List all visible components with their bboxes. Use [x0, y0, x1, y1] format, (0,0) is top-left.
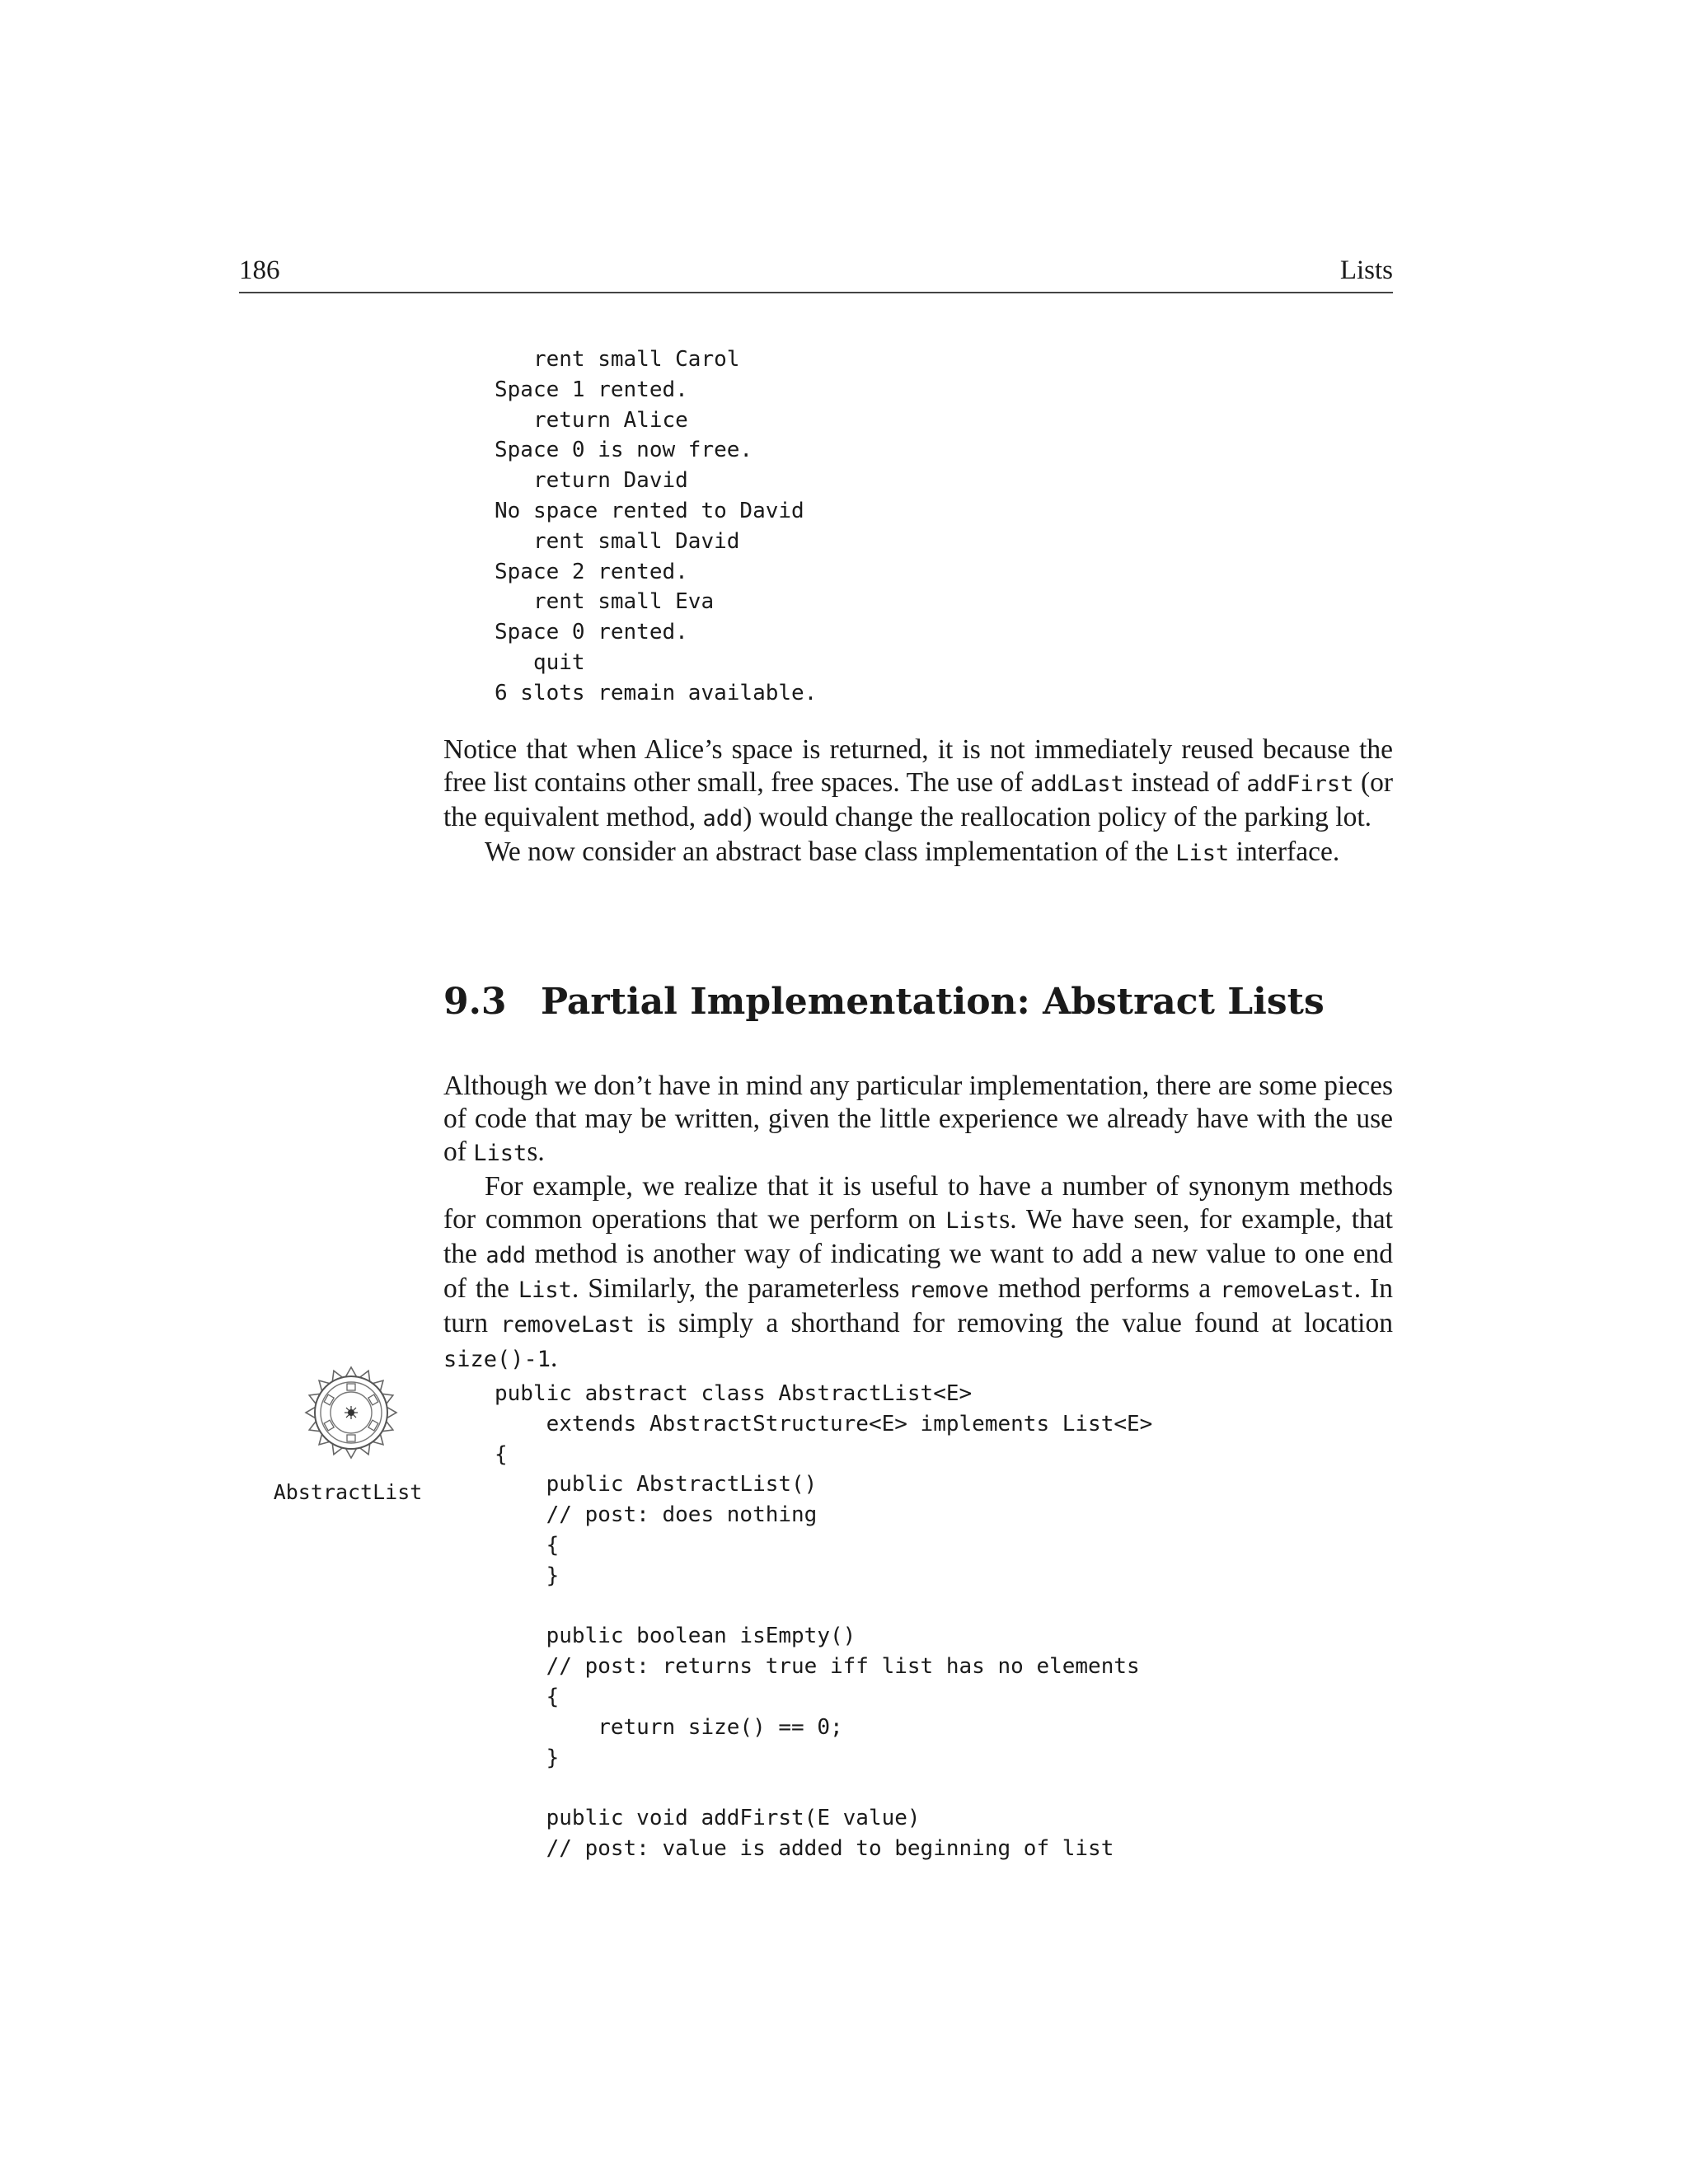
transcript-line: Space 1 rented. [495, 377, 688, 402]
code-line: // post: does nothing [495, 1502, 818, 1528]
gear-tooth [319, 1434, 330, 1445]
code-List: List [473, 1141, 528, 1166]
paragraph-synonyms: For example, we realize that it is useful to have a number of synonym methods for common operations that we perform on Lists. We have seen, for example, that the add method is another way of indicating we want to add a new value to one end of the List. Similarly, the parameterless remove method performs a removeLast. In turn removeLast is simply a shorthand for removing the value found at location size()-1. [443, 1171, 1393, 1373]
transcript-line: quit [495, 649, 585, 675]
code-line: { [495, 1532, 560, 1558]
code-line: return size() == 0; [495, 1714, 843, 1740]
code-line: public void addFirst(E value) [495, 1806, 921, 1831]
transcript-line: rent small Eva [495, 589, 715, 615]
code-line: public abstract class AbstractList<E> [495, 1381, 973, 1406]
paragraph-free-list: Notice that when Alice’s space is returned, it is not immediately reused because the free list contains other small, free spaces. The use of addLast instead of addFirst (or the equivalent method, add) would change the reallocation policy of the parking lot. [443, 734, 1394, 832]
code-removeLast: removeLast [1220, 1277, 1354, 1303]
section-number: 9.3 [443, 981, 507, 1023]
code-remove: remove [908, 1277, 989, 1303]
margin-label: AbstractList [273, 1480, 423, 1504]
code-addLast: addLast [1030, 771, 1124, 797]
gear-box [347, 1435, 355, 1441]
transcript-line: return Alice [495, 407, 688, 433]
section-title: Partial Implementation: Abstract Lists [541, 981, 1325, 1023]
program-transcript [495, 344, 817, 709]
gear-tooth [373, 1380, 383, 1391]
code-List: List [945, 1208, 1000, 1234]
code-line: extends AbstractStructure<E> implements List<E> [495, 1411, 1153, 1436]
code-line: // post: returns true iff list has no elements [495, 1654, 1140, 1680]
gear-tooth [373, 1434, 383, 1445]
code-line: { [495, 1441, 508, 1467]
transcript-line: Space 0 rented. [495, 620, 688, 645]
code-line: { [495, 1684, 560, 1709]
gear-tooth [345, 1449, 356, 1458]
transcript-line: return David [495, 468, 688, 494]
code-line: // post: value is added to beginning of list [495, 1835, 1114, 1861]
gear-icon [302, 1363, 401, 1462]
gear-tooth [319, 1380, 330, 1391]
transcript-line: rent small David [495, 528, 740, 554]
code-addFirst: addFirst [1246, 771, 1354, 797]
code-add: add [485, 1243, 527, 1268]
code-removeLast: removeLast [500, 1312, 635, 1338]
page-number: 186 [239, 255, 280, 285]
running-head: Lists [1339, 255, 1393, 285]
transcript-line: 6 slots remain available. [495, 680, 818, 705]
code-List: List [518, 1277, 572, 1303]
code-size-minus-one: size()-1 [443, 1347, 551, 1372]
transcript-line: Space 2 rented. [495, 559, 688, 584]
code-line [495, 1773, 1152, 1803]
gear-tooth [345, 1367, 356, 1376]
paragraph-abstract-base: We now consider an abstract base class implementation of the List interface. [485, 837, 1340, 867]
code-List: List [1175, 841, 1230, 866]
section-heading [443, 979, 1393, 1025]
paragraph-intro: Although we don’t have in mind any particular implementation, there are some pieces of code that may be written, given the little experience we already have with the use of Lists. [443, 1071, 1393, 1167]
code-listing [495, 1379, 1152, 1864]
transcript-line: rent small Carol [495, 347, 740, 372]
page-header [239, 251, 1393, 293]
code-add: add [702, 806, 743, 832]
body-text-reallocation [443, 733, 1393, 870]
code-line: public boolean isEmpty() [495, 1624, 856, 1649]
code-line: } [495, 1563, 560, 1588]
transcript-line: Space 0 is now free. [495, 438, 753, 463]
gear-tooth [387, 1407, 396, 1418]
transcript-line: No space rented to David [495, 498, 804, 523]
body-text-abstract-lists [443, 1070, 1393, 1376]
code-line: } [495, 1745, 560, 1770]
code-line: public AbstractList() [495, 1472, 818, 1497]
code-line [495, 1591, 1152, 1622]
gear-box [347, 1384, 355, 1390]
gear-tooth [306, 1407, 315, 1418]
